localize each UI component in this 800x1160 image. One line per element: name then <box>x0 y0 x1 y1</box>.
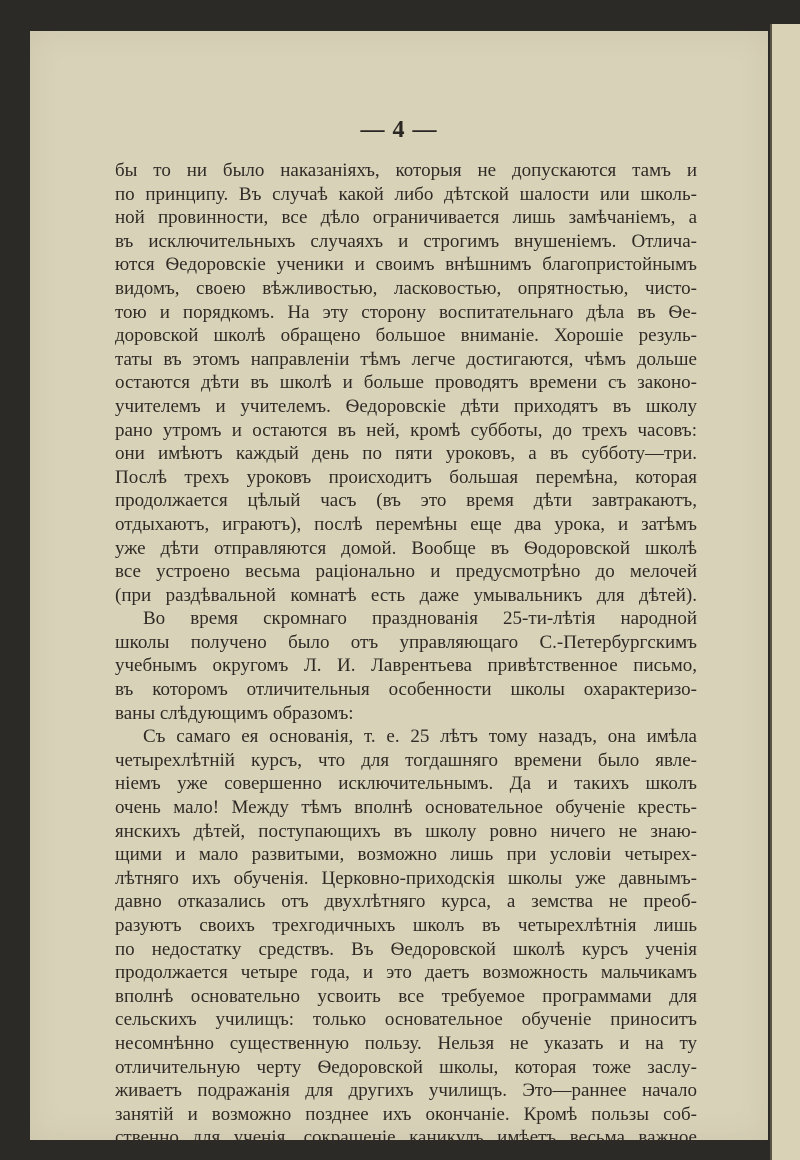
text-line: несомнѣнно существенную пользу. Нельзя не указать и на ту <box>115 1032 697 1054</box>
page-number: — 4 — <box>360 117 438 143</box>
text-line: живаетъ подражанія для другихъ училищъ. Это—раннее начало <box>115 1080 697 1102</box>
text-line: Во время скромнаго празднованія 25-ти-лѣтія народной <box>143 608 697 630</box>
text-line: ются Ѳедоровскіе ученики и своимъ внѣшнимъ благопристойнымъ <box>115 254 697 276</box>
text-line: остаются дѣти въ школѣ и больше проводятъ времени съ законо- <box>115 372 697 394</box>
text-line: видомъ, своею вѣжливостью, ласковостью, опрятностью, чисто- <box>115 277 697 299</box>
text-line: все устроено весьма раціонально и предусмотрѣно до мелочей <box>115 561 697 583</box>
book-page <box>30 31 768 1149</box>
adjacent-page-edge <box>770 24 800 1160</box>
text-line: учителемъ и учителемъ. Ѳедоровскіе дѣти приходятъ въ школу <box>115 395 697 417</box>
text-line: ной провинности, все дѣло ограничивается лишь замѣчаніемъ, а <box>115 207 697 229</box>
text-line: школы получено было отъ управляющаго С.-Петербургскимъ <box>115 631 697 653</box>
text-line: Послѣ трехъ уроковъ происходитъ большая перемѣна, которая <box>115 466 697 488</box>
text-line: ваны слѣдующимъ образомъ: <box>115 702 354 724</box>
text-line: занятій и возможно позднее ихъ окончаніе. Кромѣ пользы соб- <box>115 1103 697 1125</box>
text-line: продолжается четыре года, и это даетъ возможность мальчикамъ <box>115 962 697 984</box>
text-line: они имѣютъ каждый день по пяти уроковъ, а въ субботу—три. <box>115 443 697 465</box>
text-line: по принципу. Въ случаѣ какой либо дѣтской шалости или школь- <box>115 183 697 205</box>
text-line: учебнымъ округомъ Л. И. Лаврентьева привѣтственное письмо, <box>115 655 697 677</box>
text-line: вполнѣ основательно усвоить все требуемое программами для <box>115 985 697 1007</box>
text-line: отдыхаютъ, играютъ), послѣ перемѣны еще два урока, и затѣмъ <box>115 513 697 535</box>
text-line: Съ самаго ея основанія, т. е. 25 лѣтъ тому назадъ, она имѣла <box>143 726 697 748</box>
text-line: ніемъ уже совершенно исключительнымъ. Да и такихъ школъ <box>115 773 697 795</box>
text-line: уже дѣти отправляются домой. Вообще въ Ѳодоровской школѣ <box>115 537 697 559</box>
text-line: доровской школѣ обращено большое вниманіе. Хорошіе резуль- <box>115 325 697 347</box>
text-line: тою и порядкомъ. На эту сторону воспитательнаго дѣла въ Ѳе- <box>115 301 697 323</box>
text-line: рано утромъ и остаются въ ней, кромѣ субботы, до трехъ часовъ: <box>115 419 697 441</box>
text-line: разуютъ своихъ трехгодичныхъ школъ въ четырехлѣтнія лишь <box>115 915 697 936</box>
body-text <box>115 159 697 1150</box>
text-line: четырехлѣтній курсъ, что для тогдашняго времени было явле- <box>115 749 697 771</box>
text-line: (при раздѣвальной комнатѣ есть даже умывальникъ для дѣтей). <box>115 584 697 606</box>
text-line: въ исключительныхъ случаяхъ и строгимъ внушеніемъ. Отлича- <box>115 230 697 252</box>
text-line: отличительную черту Ѳедоровской школы, которая тоже заслу- <box>115 1056 697 1078</box>
text-line: продолжается цѣлый часъ (въ это время дѣти завтракаютъ, <box>115 490 697 512</box>
text-line: ственно для ученія, сокращеніе каникулъ имѣетъ весьма важное <box>115 1127 697 1149</box>
text-line: бы то ни было наказаніяхъ, которыя не допускаются тамъ и <box>115 160 697 181</box>
text-line: по недостатку средствъ. Въ Ѳедоровской школѣ курсъ ученія <box>115 938 697 960</box>
text-line: сельскихъ училищъ: только основательное обученіе приноситъ <box>115 1009 697 1031</box>
text-line: таты въ этомъ направленіи тѣмъ легче достигаются, чѣмъ дольше <box>115 348 697 370</box>
text-line: въ которомъ отличительныя особенности школы охарактеризо- <box>115 679 697 701</box>
text-line: щими и мало развитыми, возможно лишь при условіи четырех- <box>115 844 697 866</box>
text-line: очень мало! Между тѣмъ вполнѣ основательное обученіе кресть- <box>115 797 697 819</box>
text-line: янскихъ дѣтей, поступающихъ въ школу ровно ничего не знаю- <box>115 820 697 842</box>
text-line: давно отказались отъ двухлѣтняго курса, а земства не преоб- <box>115 891 697 913</box>
text-line: лѣтняго ихъ обученія. Церковно-приходскія школы уже давнымъ- <box>115 867 697 889</box>
